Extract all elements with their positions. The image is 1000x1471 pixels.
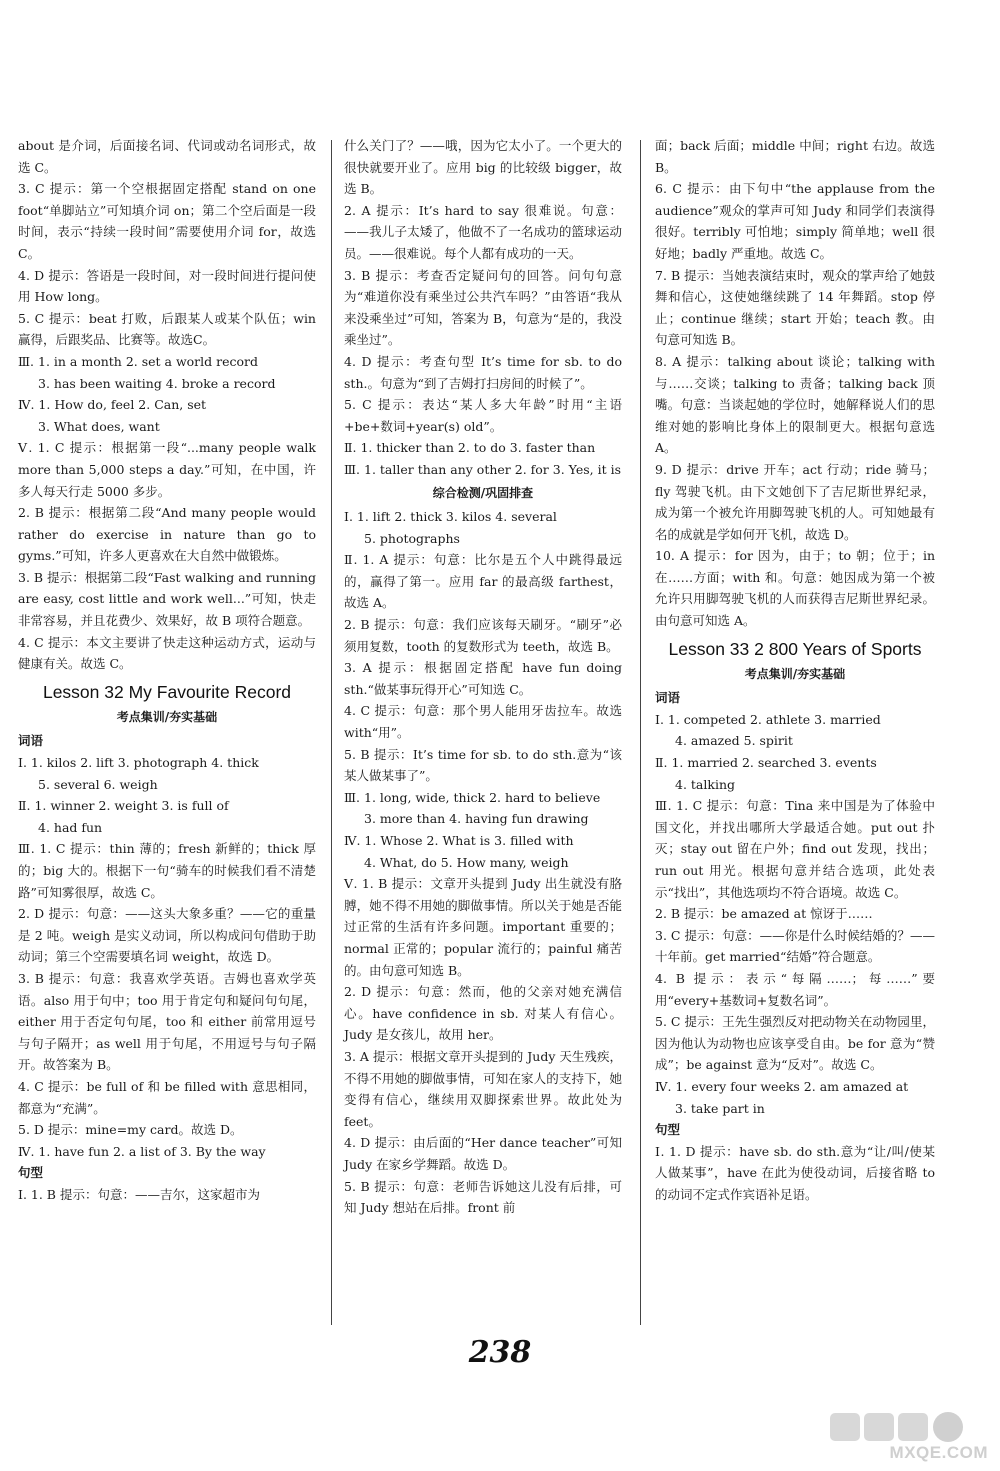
page-number: 238 [468, 1335, 532, 1370]
answer-paragraph: Ⅲ. 1. C 提示：thin 薄的；fresh 新鲜的；thick 厚的；big 大的。根据下一句“骑车的时候我们看不清楚路”可知雾很厚，故选 C。 [18, 841, 316, 900]
answer-paragraph: Ⅰ. 1. lift 2. thick 3. kilos 4. several [344, 509, 557, 525]
answer-paragraph: 4. amazed 5. spirit [675, 733, 793, 749]
answer-paragraph: Ⅳ. 1. Whose 2. What is 3. filled with [344, 833, 574, 848]
answer-paragraph: 3. has been waiting 4. broke a record [38, 375, 276, 391]
answer-paragraph: 2. B 提示：根据第二段“And many people would rather do exercise in nature than go to gyms.”可知，许多人更喜欢在大自然中做锻炼。 [18, 505, 316, 564]
answer-paragraph: about 是介词，后面接名词、代词或动名词形式，故选 C。 [18, 138, 316, 175]
answer-paragraph: 9. D 提示：drive 开车；act 行动；ride 骑马；fly 驾驶飞机。由下文她创下了吉尼斯世界纪录，成为第一个被允许用脚驾驶飞机的人。可知她最有名的成就是学如何开飞机，故选 D。 [655, 461, 935, 542]
column-left [18, 135, 316, 1206]
answer-paragraph: 3. B 提示：考查否定疑问句的回答。问句句意为“难道你没有乘坐过公共汽车吗？”由答语“我从来没乘坐过”可知，答案为 B，句意为“是的，我没乘坐过”。 [344, 267, 622, 348]
answer-paragraph: Ⅰ. 1. kilos 2. lift 3. photograph 4. thick [18, 755, 259, 771]
answer-paragraph: 2. D 提示：句意：——这头大象多重？——它的重量是 2 吨。weigh 是实义动词，所以构成问句借助于助动词；第三个空需要填名词 weight，故选 D。 [18, 906, 316, 965]
answer-paragraph: Ⅳ. 1. How do, feel 2. Can, set [18, 397, 207, 413]
answer-paragraph: 5. C 提示：表达“某人多大年龄”时用“主语+be+数词+year(s) old”。 [344, 397, 622, 434]
answer-paragraph: 2. A 提示：It’s hard to say 很难说。句意：——我儿子太矮了，他做不了一名成功的篮球运动员。——很难说。每个人都有成功的一天。 [344, 202, 622, 261]
answer-paragraph: Ⅲ. 1. C 提示：句意：Tina 来中国是为了体验中国文化，并找出哪所大学最适合她。put out 扑灭；stay out 留在户外；find out 发现，找出；run out 用光。根据句意并结合选项，此处表示“找出”，其他选项均不符合语境。故选 C。 [655, 798, 935, 900]
section-subtitle: 综合检测/巩固排查 [432, 485, 534, 500]
answer-paragraph: 4. C 提示：本文主要讲了快走这种运动方式，运动与健康有关。故选 C。 [18, 634, 316, 672]
lesson-title: Lesson 33 2 800 Years of Sports [668, 638, 922, 659]
answer-paragraph: Ⅲ. 1. long, wide, thick 2. hard to believe [344, 789, 601, 805]
answer-paragraph: 2. B 提示：句意：我们应该每天刷牙。“刷牙”必须用复数，tooth 的复数形式为 teeth，故选 B。 [344, 617, 622, 654]
answer-paragraph: Ⅳ. 1. every four weeks 2. am amazed at [655, 1078, 909, 1094]
answer-paragraph: 4. B 提示：表示“每隔……；每……”要用“every+基数词+复数名词”。 [655, 970, 935, 1008]
answer-paragraph: 5. photographs [364, 530, 460, 546]
section-subtitle: 考点集训/夯实基础 [116, 709, 218, 724]
answer-paragraph: Ⅲ. 1. in a month 2. set a world record [18, 353, 259, 369]
answer-paragraph: 5. C 提示：beat 打败，后跟某人或某个队伍；win 赢得，后跟奖品、比赛等。故选C。 [18, 310, 316, 348]
answer-paragraph: 3. more than 4. having fun drawing [364, 811, 589, 827]
answer-paragraph: 5. B 提示：句意：老师告诉她这儿没有后排，可知 Judy 想站在后排。front 前 [344, 1178, 622, 1216]
answer-paragraph: 4. talking [675, 776, 735, 792]
answer-paragraph: 3. A 提示：根据文章开头提到的 Judy 天生残疾，不得不用她的脚做事情，可知在家人的支持下，她变得有信心，继续用双脚探索世界。故此处为 feet。 [344, 1048, 622, 1129]
answer-paragraph: Ⅴ. 1. B 提示：文章开头提到 Judy 出生就没有胳膊，她不得不用她的脚做事情。所以关于她是否能过正常的生活有许多问题。important 重要的；normal 正常的；popular 流行的；painful 痛苦的。由句意可知选 B。 [344, 876, 622, 978]
answer-paragraph: 5. several 6. weigh [38, 776, 158, 792]
answer-paragraph: Ⅰ. 1. competed 2. athlete 3. married [655, 711, 881, 727]
answer-paragraph: 7. B 提示：当她表演结束时，观众的掌声给了她鼓舞和信心，这使她继续跳了 14 年舞蹈。stop 停止；continue 继续；start 开始；teach 教。由句意可知选 B。 [655, 267, 935, 348]
answer-paragraph: Ⅱ. 1. married 2. searched 3. events [655, 755, 877, 771]
section-heading: 词语 [655, 690, 681, 706]
answer-paragraph: Ⅰ. 1. B 提示：句意：——吉尔，这家超市为 [18, 1186, 260, 1202]
answer-paragraph: 3. A 提示：根据固定搭配 have fun doing sth.“做某事玩得开心”可知选 C。 [344, 660, 622, 697]
answer-paragraph: Ⅱ. 1. thicker than 2. to do 3. faster than [344, 440, 596, 456]
column-divider [331, 140, 332, 1325]
answer-paragraph: 5. B 提示：It’s time for sb. to do sth.意为“该某人做某事了”。 [344, 746, 622, 784]
watermark-text: MXQE.COM [889, 1443, 988, 1462]
answer-paragraph: 4. C 提示：be full of 和 be filled with 意思相同，都意为“充满”。 [18, 1078, 316, 1116]
answer-paragraph: 3. What does, want [38, 418, 160, 434]
column-right [655, 135, 935, 1206]
answer-paragraph: 4. D 提示：答语是一段时间，对一段时间进行提问使用 How long。 [18, 267, 316, 305]
answer-paragraph: 3. C 提示：句意：——你是什么时候结婚的？——十年前。get married“结婚”符合题意。 [655, 927, 935, 965]
section-heading: 句型 [18, 1165, 44, 1181]
lesson-title: Lesson 32 My Favourite Record [42, 681, 292, 702]
answer-paragraph: 2. D 提示：句意：然而，他的父亲对她充满信心。have confidence in sb. 对某人有信心。Judy 是女孩儿，故用 her。 [344, 984, 622, 1043]
section-subtitle: 考点集训/夯实基础 [744, 666, 846, 681]
column-middle [344, 135, 622, 1219]
answer-paragraph: 3. B 提示：句意：我喜欢学英语。吉姆也喜欢学英语。also 用于句中；too 用于肯定句和疑问句句尾，either 用于否定句句尾，too 和 either 前常用逗号与句子隔开；as well 用于句尾，不用逗号与句子隔开。故答案为 B。 [18, 970, 316, 1073]
answer-paragraph: Ⅲ. 1. taller than any other 2. for 3. Yes, it is [344, 461, 621, 477]
column-divider [640, 140, 641, 1325]
answer-paragraph: 4. had fun [38, 819, 103, 835]
answer-paragraph: 5. C 提示：王先生强烈反对把动物关在动物园里，因为他认为动物也应该享受自由。be for 意为“赞成”；be against 意为“反对”。故选 C。 [655, 1014, 935, 1073]
answer-paragraph: Ⅱ. 1. A 提示：句意：比尔是五个人中跳得最远的，赢得了第一。应用 far 的最高级 farthest，故选 A。 [344, 552, 622, 611]
answer-paragraph: 4. D 提示：由后面的“Her dance teacher”可知Judy 在家乡学舞蹈。故选 D。 [344, 1135, 622, 1172]
answer-paragraph: Ⅰ. 1. D 提示：have sb. do sth.意为“让/叫/使某人做某事”，have 在此为使役动词，后接省略 to 的动词不定式作宾语补足语。 [655, 1143, 935, 1202]
answer-paragraph: Ⅳ. 1. have fun 2. a list of 3. By the way [18, 1143, 266, 1159]
section-heading: 句型 [655, 1122, 681, 1138]
answer-paragraph: Ⅴ. 1. C 提示：根据第一段“...many people walk more than 5,000 steps a day.”可知，在中国，许多人每天行走 5000 多步。 [18, 440, 316, 499]
answer-paragraph: 8. A 提示：talking about 谈论；talking with 与……交谈；talking to 责备；talking back 顶嘴。句意：当谈起她的学位时，她解释说人们的思维对她的影响比身体上的限制更大。根据句意选 A。 [655, 353, 935, 456]
answer-paragraph: 3. B 提示：根据第二段“Fast walking and running are easy, cost little and work well...”可知，快走非常容易，并且花费少、效果好，故 B 项符合题意。 [18, 569, 316, 629]
answer-paragraph: 4. D 提示：考查句型 It’s time for sb. to do sth.。句意为“到了吉姆打扫房间的时候了”。 [344, 353, 622, 391]
section-heading: 词语 [18, 733, 44, 749]
answer-paragraph: 10. A 提示：for 因为，由于；to 朝；位于；in 在……方面；with 和。句意：她因成为第一个被允许只用脚驾驶飞机的人而获得吉尼斯世界纪录。由句意可知选 A。 [655, 548, 935, 629]
answer-paragraph: 4. What, do 5. How many, weigh [364, 854, 569, 870]
answer-paragraph: Ⅱ. 1. winner 2. weight 3. is full of [18, 798, 229, 814]
answer-paragraph: 什么关门了？——哦，因为它太小了。一个更大的很快就要开业了。应用 big 的比较级 bigger，故选 B。 [344, 138, 622, 197]
answer-paragraph: 面；back 后面；middle 中间；right 右边。故选 B。 [655, 138, 935, 175]
answer-paragraph: 4. C 提示：句意：那个男人能用牙齿拉车。故选 with“用”。 [344, 703, 622, 741]
answer-paragraph: 6. C 提示：由下句中“the applause from the audience”观众的掌声可知 Judy 和同学们表演得很好。terribly 可怕地；simply 简单地；well 很好地；badly 严重地。故选 C。 [655, 181, 935, 261]
answer-paragraph: 5. D 提示：mine=my card。故选 D。 [18, 1122, 243, 1138]
answer-paragraph: 3. C 提示：第一个空根据固定搭配 stand on one foot“单脚站立”可知填介词 on；第二个空后面是一段时间，表示“持续一段时间”需要使用介词 for，故选 C。 [18, 181, 316, 261]
answer-paragraph: 3. take part in [675, 1100, 765, 1116]
answer-paragraph: 2. B 提示：be amazed at 惊讶于…… [655, 906, 873, 922]
